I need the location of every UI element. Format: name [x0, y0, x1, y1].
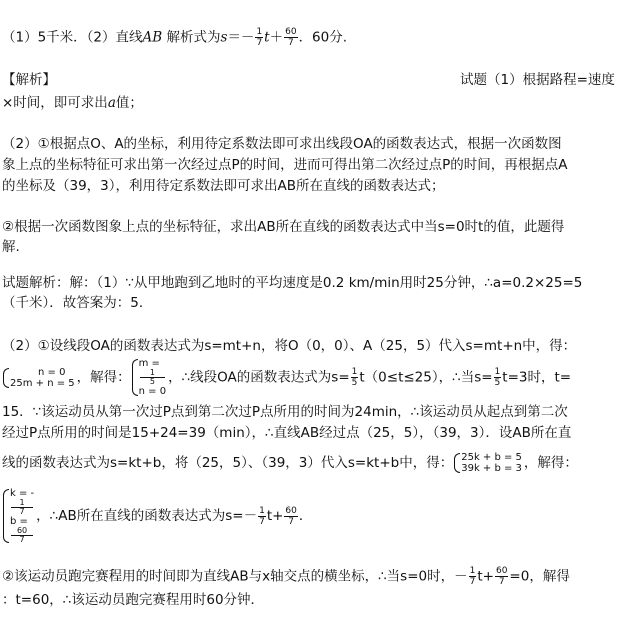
answer-tail: ．60分. — [298, 29, 348, 46]
sol2-line6-f2-den: 7 — [288, 516, 295, 527]
p4-line1-c: =0，解得 — [509, 568, 570, 585]
p4-line1 — [2, 566, 570, 587]
system-mn-eq1-lead: m = — [138, 358, 160, 369]
p4-line1-b: t+ — [477, 568, 494, 585]
sol2-line6-f2 — [284, 506, 297, 527]
answer-expr-lead: 解析式为 — [162, 29, 221, 46]
system-kb-f2 — [11, 527, 33, 544]
sol2-line3: 15．∵该运动员从第一次过P点到第二次过P点所用的时间为24min，∴该运动员从起点到第二次 — [2, 404, 568, 420]
sol-line2: （千米）．故答案为：5． — [2, 295, 153, 311]
answer-f1-num: 1 — [256, 27, 263, 37]
sol2-line4: 经过P点所用的时间是15+24=39（min），∴直线AB经过点（25，5），（39，3）．设AB所在直 — [2, 425, 572, 441]
answer-eq: ＝－ — [227, 29, 255, 46]
p4-line2: ：t=60，∴该运动员跑完赛程用时60分钟． — [2, 592, 265, 608]
sol2-line2 — [2, 358, 571, 397]
system-mn-den: 5 — [149, 377, 155, 386]
p4-f1-den: 7 — [469, 577, 476, 587]
answer-line — [2, 27, 347, 48]
system-kb-eq2-lead: b = — [10, 516, 28, 527]
sol2-line6-f2-num: 60 — [285, 505, 297, 516]
system-mn-eq2: n = 0 — [138, 386, 167, 397]
answer-f2-den: 7 — [287, 38, 294, 48]
p4-fraction-2 — [495, 566, 508, 587]
system-kb-solution — [2, 488, 34, 544]
p2-line2: 象上点的坐标特征可求出第一次经过点P的时间，进而可得出第二次经过点P的时间，再根据点A — [2, 157, 568, 173]
answer-fraction-2 — [284, 27, 297, 48]
analysis-a: a — [107, 95, 116, 111]
p3-line1: ②根据一次函数图象上点的坐标特征，求出AB所在直线的函数表达式中当s=0时t的值，此题得 — [2, 219, 565, 235]
p2-line1: （2）①根据点O、A的坐标，利用待定系数法即可求出线段OA的函数表达式，根据一次函数图 — [2, 136, 562, 152]
sol2-line6-text: ，∴AB所在直线的函数表达式为s=－ — [36, 508, 258, 524]
sol2-line1: （2）①设线段OA的函数表达式为s=mt+n，将O（0，0）、A（25，5）代入s=mt+n中，得： — [2, 338, 577, 354]
sol2-fb-den: 5 — [494, 378, 501, 388]
answer-fraction-1 — [255, 27, 263, 48]
sol2-fa-num: 1 — [351, 367, 358, 377]
system-kb-eq1 — [10, 488, 34, 516]
analysis-line2-end: 值； — [115, 95, 143, 111]
sol2-fa-den: 5 — [351, 378, 358, 388]
p4-f2-num: 60 — [495, 566, 508, 576]
system-mn-eq1 — [139, 358, 166, 386]
sol2-line6-f1-den: 7 — [259, 516, 265, 527]
sol2-line2-b: ，∴线段OA的函数表达式为s= — [168, 369, 350, 386]
p4-line1-a: ②该运动员跑完赛程用的时间即为直线AB与x轴交点的横坐标，∴当s=0时，－ — [2, 568, 468, 585]
system-kb-f2-num: 60 — [11, 527, 33, 536]
analysis-line2 — [2, 94, 143, 112]
answer-f1-den: 7 — [256, 38, 263, 48]
analysis-header: 【解析】 — [2, 72, 56, 88]
sol2-line5-text: 线的函数表达式为s=kt+b，将（25，5）、（39，3）代入s=kt+b中，得： — [2, 455, 454, 471]
system-ab-eq2: 39k + b = 3 — [461, 463, 522, 474]
sol2-line6-c: ． — [298, 508, 313, 524]
sol2-fb-num: 1 — [494, 367, 501, 377]
sol2-solve-1: ，解得： — [76, 369, 131, 386]
p4-fraction-1 — [469, 566, 477, 587]
p4-f1-num: 1 — [469, 566, 476, 576]
system-mn-fraction — [140, 369, 165, 386]
system-mn-solution — [131, 358, 166, 397]
sol2-line5 — [2, 452, 578, 474]
sol2-line6 — [2, 488, 312, 544]
answer-part1: （1）5千米．（2）直线 — [2, 29, 143, 46]
answer-f2-num: 60 — [285, 27, 297, 37]
system-kb-eq2 — [10, 516, 34, 544]
sol2-fraction-b — [494, 367, 502, 388]
sol2-fraction-a — [351, 367, 359, 388]
system-kb-f2-den: 7 — [19, 535, 25, 544]
answer-ab: AB — [142, 29, 163, 46]
system-oa-eq2: 25m + n = 5 — [10, 377, 75, 389]
system-ab-equations — [453, 452, 522, 474]
sol2-line2-d: t=3时，t= — [502, 369, 572, 386]
p2-line3: 的坐标及（39，3），利用待定系数法即可求出AB所在直线的函数表达式； — [2, 178, 445, 194]
answer-t: t — [264, 29, 270, 46]
system-kb-f1-den: 7 — [19, 507, 25, 516]
sol-line1: 试题解析：解：（1）∵从甲地跑到乙地时的平均速度是0.2 km/min用时25分钟，∴a=0.2×25=5 — [2, 275, 583, 291]
p3-line2: 解. — [2, 239, 20, 255]
system-oa-eq1: n = 0 — [38, 366, 66, 378]
system-oa-equations — [2, 367, 75, 389]
sol2-line6-b: t+ — [266, 508, 284, 524]
sol2-line2-c: t（0≤t≤25），∴当s= — [359, 369, 493, 386]
analysis-line2-text: ×时间，即可求出 — [2, 95, 108, 111]
system-kb-f1 — [11, 499, 33, 516]
answer-plus: ＋ — [269, 29, 284, 46]
system-ab-eq1: 25k + b = 5 — [461, 452, 522, 463]
analysis-right-text: 试题（1）根据路程=速度 — [460, 72, 615, 88]
system-kb-eq1-lead: k = - — [10, 488, 35, 499]
answer-s: s — [220, 29, 228, 46]
sol2-line6-f1-num: 1 — [259, 505, 265, 516]
sol2-line6-f1 — [258, 506, 266, 527]
system-mn-num: 1 — [140, 369, 165, 378]
system-kb-f1-num: 1 — [11, 499, 33, 508]
p4-f2-den: 7 — [498, 577, 505, 587]
sol2-line5-end: ，解得： — [523, 455, 578, 471]
